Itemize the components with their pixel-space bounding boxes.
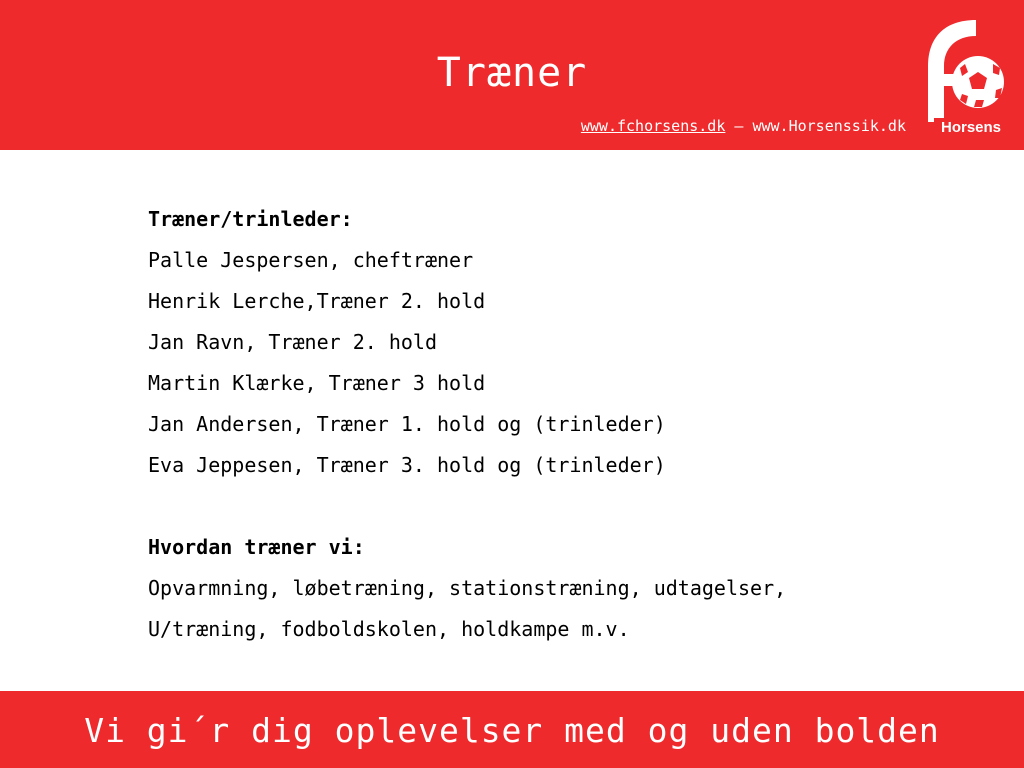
- page-title: Træner: [436, 50, 588, 96]
- training-section-heading: Hvordan træner vi:: [148, 535, 365, 559]
- coach-item: Martin Klærke, Træner 3 hold: [148, 371, 486, 395]
- fc-horsens-logo-icon: [916, 18, 1008, 136]
- coach-item: Henrik Lerche,Træner 2. hold: [148, 289, 486, 313]
- coach-section-heading: Træner/trinleder:: [148, 207, 353, 231]
- coach-item: Palle Jespersen, cheftræner: [148, 248, 474, 272]
- main-content: [148, 204, 968, 655]
- training-line: Opvarmning, løbetræning, stationstræning, udtagelser,: [148, 576, 787, 600]
- header-bar: [0, 0, 1024, 150]
- section-spacer: [148, 491, 968, 532]
- coach-item: Jan Andersen, Træner 1. hold og (trinleder): [148, 412, 666, 436]
- coach-item: Eva Jeppesen, Træner 3. hold og (trinleder): [148, 453, 666, 477]
- coach-item: Jan Ravn, Træner 2. hold: [148, 330, 437, 354]
- training-line: U/træning, fodboldskolen, holdkampe m.v.: [148, 617, 630, 641]
- horsenssik-link: www.Horsenssik.dk: [752, 117, 906, 135]
- fchorsens-link[interactable]: www.fchorsens.dk: [580, 117, 726, 135]
- footer-bar: [0, 691, 1024, 768]
- header-links: [581, 117, 906, 135]
- logo-text: Horsens: [940, 119, 1002, 136]
- footer-slogan: Vi gi´r dig oplevelser med og uden bolden: [84, 711, 940, 750]
- link-separator: –: [725, 117, 753, 135]
